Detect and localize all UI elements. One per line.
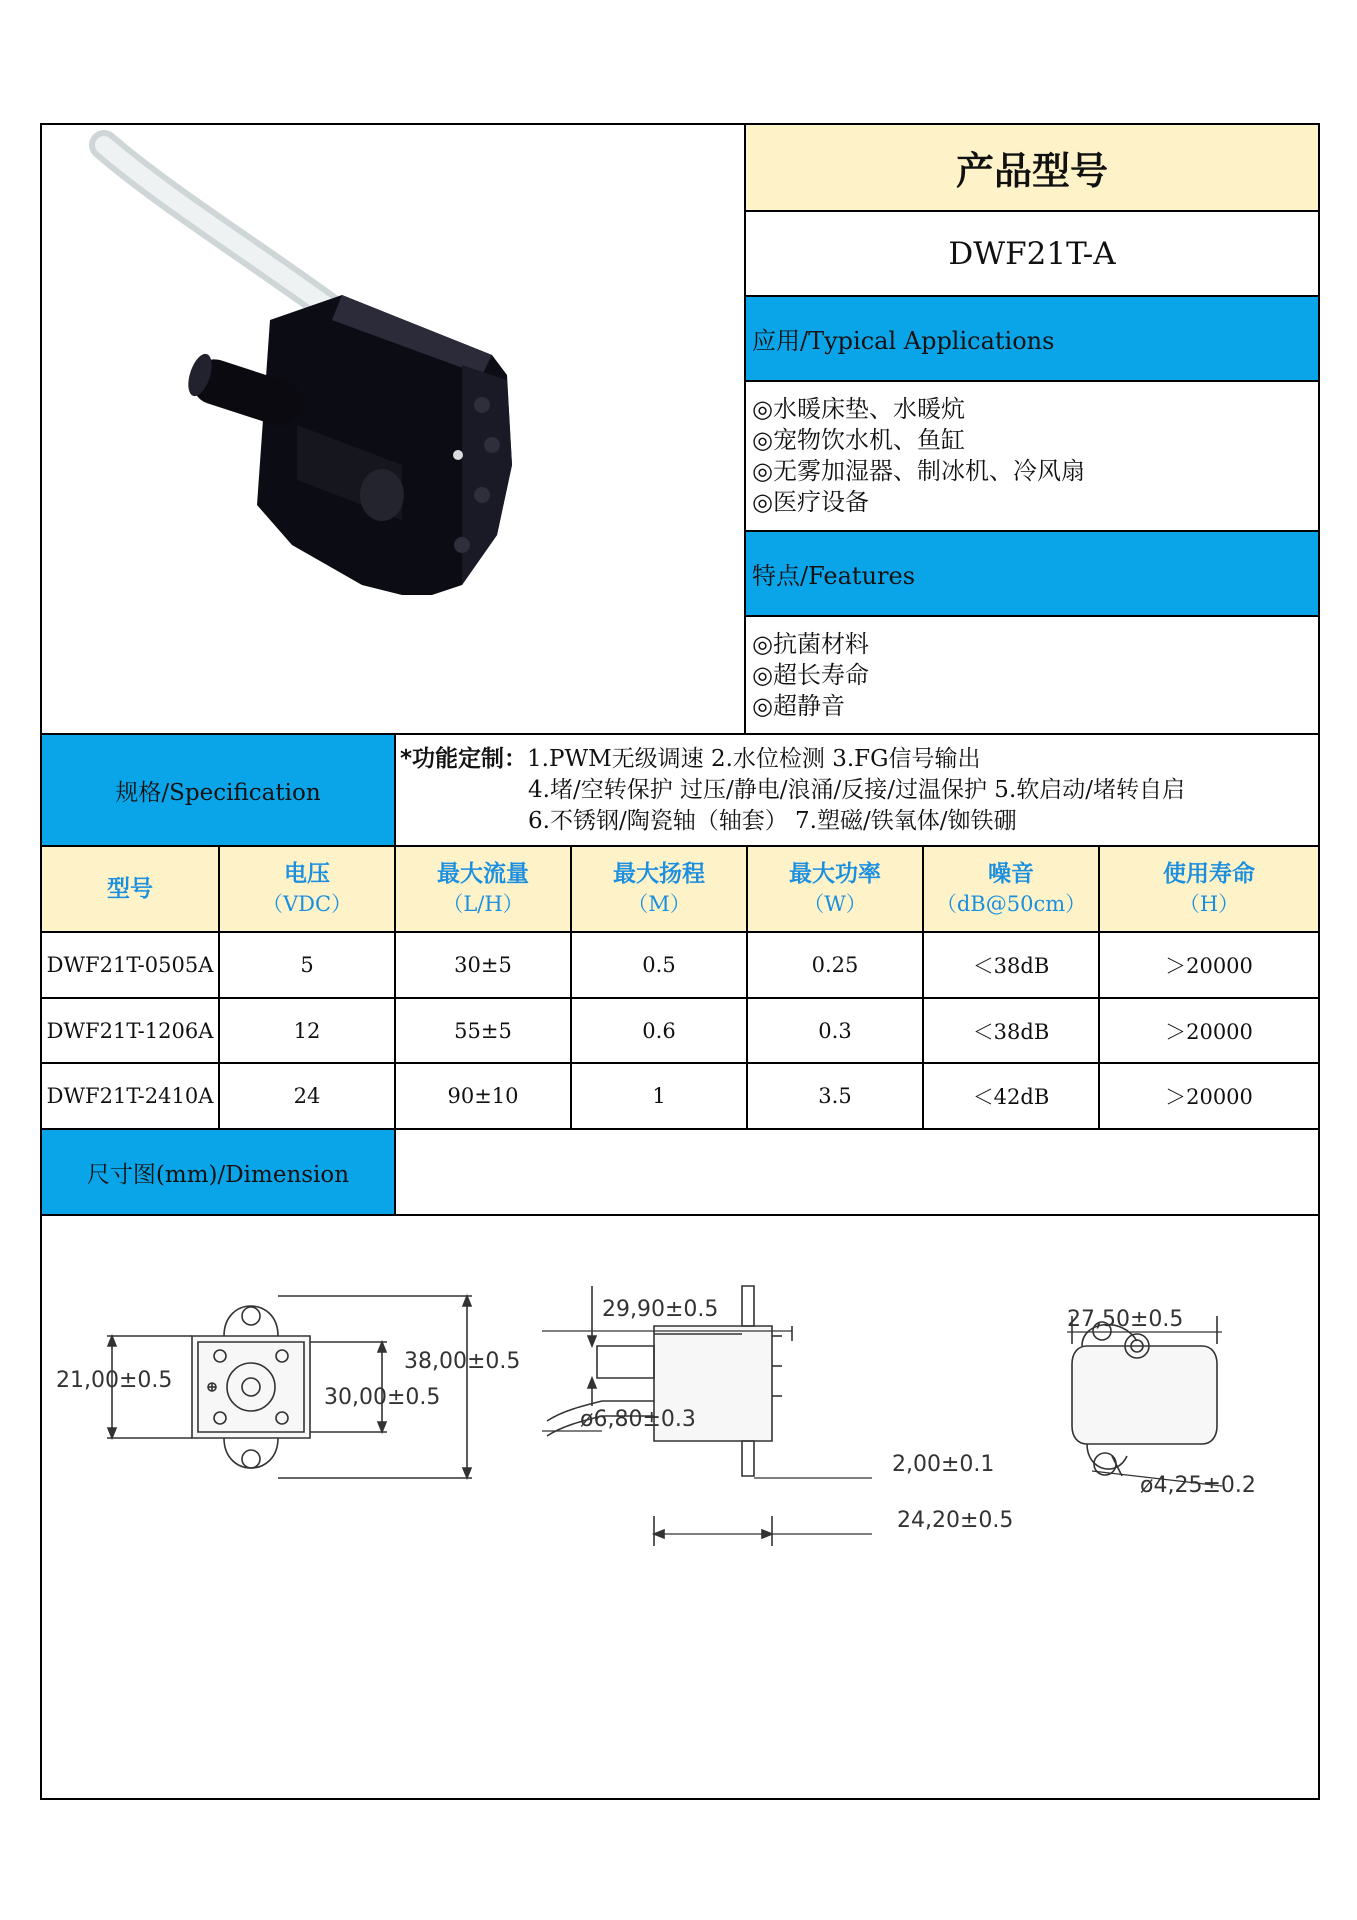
- custom-functions-line: 1.PWM无级调速 2.水位检测 3.FG信号输出: [527, 746, 981, 772]
- list-item: ◎超长寿命: [752, 661, 869, 689]
- table-cell: DWF21T-1206A: [42, 997, 218, 1062]
- applications-list: [744, 380, 1318, 530]
- dim-label: 27,50±0.5: [1067, 1307, 1184, 1332]
- col-header-max-head: 最大扬程 （M）: [570, 845, 746, 931]
- product-model-text: DWF21T-A: [948, 235, 1116, 272]
- table-cell: 24: [218, 1062, 394, 1128]
- table-cell: DWF21T-2410A: [42, 1062, 218, 1128]
- table-cell: 90±10: [394, 1062, 570, 1128]
- list-item: ◎超静音: [752, 692, 845, 720]
- product-title-text: 产品型号: [955, 149, 1108, 193]
- list-item: ◎无雾加湿器、制冰机、冷风扇: [752, 457, 1085, 485]
- features-list: [744, 615, 1318, 733]
- col-header-max-flow: 最大流量 （L/H）: [394, 845, 570, 931]
- product-model: [744, 210, 1318, 295]
- col-header-lifetime: 使用寿命 （H）: [1098, 845, 1318, 931]
- table-cell: ＜42dB: [922, 1062, 1098, 1128]
- list-item: ◎水暖床垫、水暖炕: [752, 395, 965, 423]
- applications-heading: [744, 295, 1318, 380]
- table-cell: ＞20000: [1098, 931, 1318, 997]
- dim-label: 30,00±0.5: [324, 1385, 441, 1410]
- dim-label: 2,00±0.1: [892, 1452, 995, 1477]
- features-heading-text: 特点/Features: [752, 562, 916, 590]
- table-cell: 3.5: [746, 1062, 922, 1128]
- dim-label: 21,00±0.5: [56, 1368, 173, 1393]
- list-item: ◎宠物饮水机、鱼缸: [752, 426, 965, 454]
- table-cell: 12: [218, 997, 394, 1062]
- dim-label: 24,20±0.5: [897, 1508, 1014, 1533]
- custom-functions-label: *功能定制：: [400, 746, 528, 772]
- col-header-model: 型号: [42, 845, 218, 931]
- table-cell: 5: [218, 931, 394, 997]
- dim-label: ø6,80±0.3: [580, 1407, 696, 1432]
- dimension-heading-blank: [394, 1128, 1318, 1214]
- table-cell: 0.25: [746, 931, 922, 997]
- col-header-voltage: 电压 （VDC）: [218, 845, 394, 931]
- dimension-heading-text: 尺寸图(mm)/Dimension: [86, 1161, 350, 1188]
- col-header-max-power: 最大功率 （W）: [746, 845, 922, 931]
- dimension-drawing-svg: [42, 1216, 1318, 1800]
- custom-functions-line: 4.堵/空转保护 过压/静电/浪涌/反接/过温保护 5.软启动/堵转自启: [528, 777, 1186, 803]
- dimension-drawing: [42, 1214, 1318, 1798]
- table-cell: ＜38dB: [922, 931, 1098, 997]
- dim-label: 29,90±0.5: [602, 1297, 719, 1322]
- table-cell: 0.6: [570, 997, 746, 1062]
- table-cell: 30±5: [394, 931, 570, 997]
- spec-sheet: [40, 123, 1320, 1800]
- list-item: ◎抗菌材料: [752, 630, 869, 658]
- table-cell: 0.3: [746, 997, 922, 1062]
- product-title: [744, 125, 1318, 210]
- table-cell: 55±5: [394, 997, 570, 1062]
- custom-functions-line: 6.不锈钢/陶瓷轴（轴套） 7.塑磁/铁氧体/铷铁硼: [528, 808, 1017, 834]
- dim-label: 38,00±0.5: [404, 1349, 521, 1374]
- custom-functions: [394, 733, 1318, 845]
- table-cell: 0.5: [570, 931, 746, 997]
- table-cell: DWF21T-0505A: [42, 931, 218, 997]
- applications-heading-text: 应用/Typical Applications: [752, 327, 1055, 355]
- table-cell: ＞20000: [1098, 997, 1318, 1062]
- product-photo: [42, 125, 744, 733]
- dimension-heading: [42, 1128, 394, 1214]
- specification-heading-text: 规格/Specification: [115, 779, 321, 806]
- col-header-noise: 噪音 （dB@50cm）: [922, 845, 1098, 931]
- table-cell: ＜38dB: [922, 997, 1098, 1062]
- table-cell: 1: [570, 1062, 746, 1128]
- pump-photo-icon: [42, 125, 744, 733]
- table-cell: ＞20000: [1098, 1062, 1318, 1128]
- dim-label: ø4,25±0.2: [1140, 1473, 1256, 1498]
- features-heading: [744, 530, 1318, 615]
- specification-heading: [42, 733, 394, 845]
- list-item: ◎医疗设备: [752, 488, 869, 516]
